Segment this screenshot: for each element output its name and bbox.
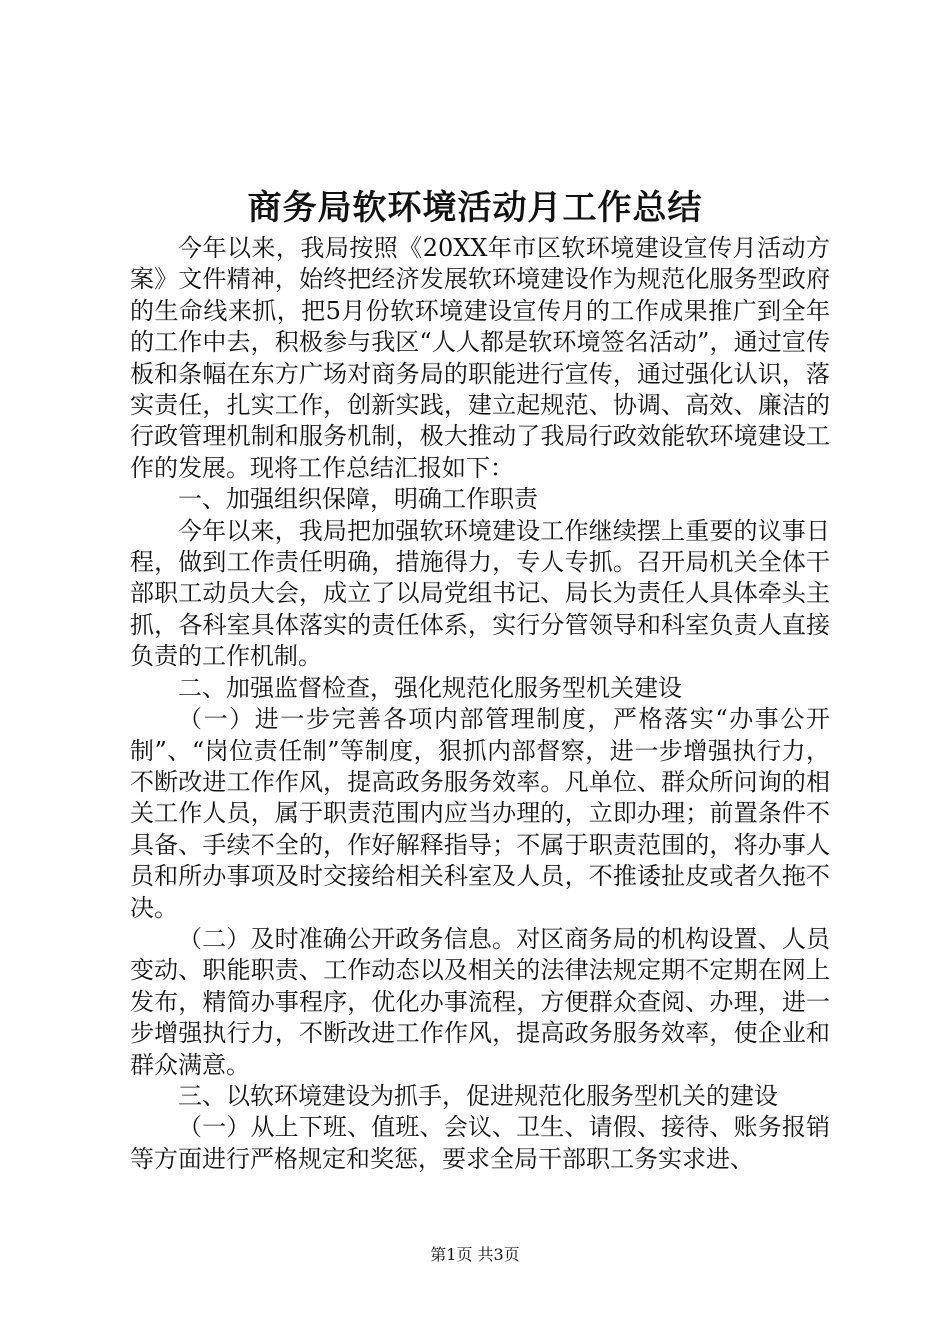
section-heading-1: 一、加强组织保障，明确工作职责 xyxy=(178,485,538,514)
section-heading-3: 三、以软环境建设为抓手，促进规范化服务型机关的建设 xyxy=(178,1081,778,1110)
document-body xyxy=(130,233,830,1175)
paragraph-section-3-item-1: （一）从上下班、值班、会议、卫生、请假、接待、账务报销等方面进行严格规定和奖惩，要求全局干部职工务实求进、 xyxy=(130,1113,830,1173)
paragraph-section-2-item-1: （一）进一步完善各项内部管理制度，严格落实“办事公开制”、“岗位责任制”等制度，狠抓内部督察，进一步增强执行力，不断改进工作作风，提高政务服务效率。凡单位、群众所问询的相关工作人员，属于职责范围内应当办理的，立即办理；前置条件不具备、手续不全的，作好解释指导；不属于职责范围的，将办事人员和所办事项及时交接给相关科室及人员，不推诿扯皮或者久拖不决。 xyxy=(130,705,830,922)
paragraph-section-1: 今年以来，我局把加强软环境建设工作继续摆上重要的议事日程，做到工作责任明确，措施得力，专人专抓。召开局机关全体干部职工动员大会，成立了以局党组书记、局长为责任人具体牵头主抓，各科室具体落实的责任体系，实行分管领导和科室负责人直接负责的工作机制。 xyxy=(130,516,830,671)
section-heading-2: 二、加强监督检查，强化规范化服务型机关建设 xyxy=(178,673,682,702)
paragraph-section-2-item-2: （二）及时准确公开政务信息。对区商务局的机构设置、人员变动、职能职责、工作动态以及相关的法律法规定期不定期在网上发布，精简办事程序，优化办事流程，方便群众查阅、办理，进一步增强执行力，不断改进工作作风，提高政务服务效率，使企业和群众满意。 xyxy=(130,924,830,1079)
paragraph-intro: 今年以来，我局按照《20XX年市区软环境建设宣传月活动方案》文件精神，始终把经济发展软环境建设作为规范化服务型政府的生命线来抓，把5月份软环境建设宣传月的工作成果推广到全年的工作中去，积极参与我区“人人都是软环境签名活动”，通过宣传板和条幅在东方广场对商务局的职能进行宣传，通过强化认识，落实责任，扎实工作，创新实践，建立起规范、协调、高效、廉洁的行政管理机制和服务机制，极大推动了我局行政效能软环境建设工作的发展。现将工作总结汇报如下： xyxy=(130,234,830,482)
document-title: 商务局软环境活动月工作总结 xyxy=(247,188,703,228)
page-footer: 第1页 共3页 xyxy=(430,1245,520,1264)
